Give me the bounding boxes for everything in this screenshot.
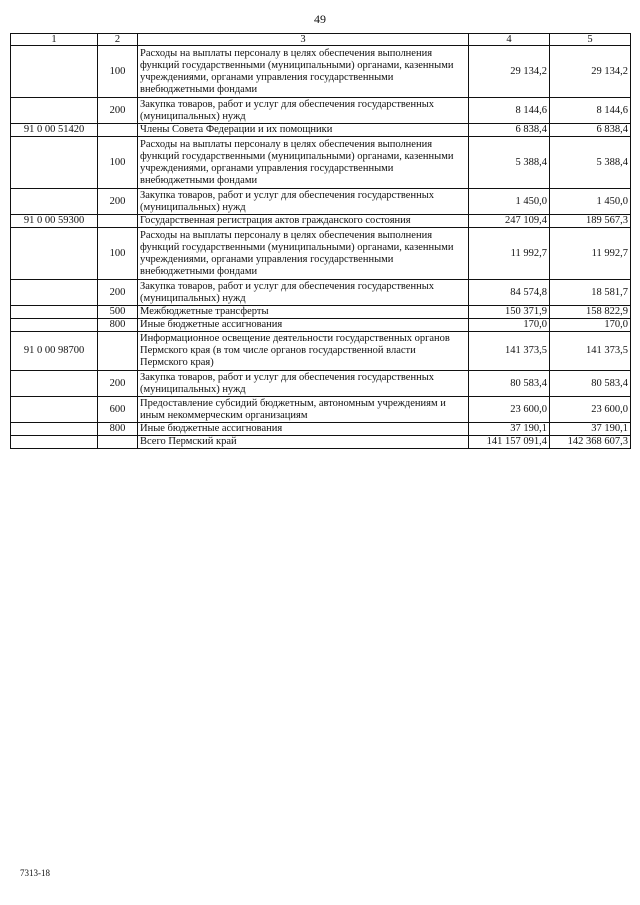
row-value-4-cell: 141 157 091,4 bbox=[469, 436, 550, 449]
table-row bbox=[11, 98, 631, 124]
table-row bbox=[11, 306, 631, 319]
row-value-4-cell: 84 574,8 bbox=[469, 280, 550, 306]
row-code-cell bbox=[11, 46, 98, 98]
row-value-4-cell: 6 838,4 bbox=[469, 124, 550, 137]
row-value-4-cell: 141 373,5 bbox=[469, 332, 550, 371]
table-row bbox=[11, 215, 631, 228]
header-cell-1: 1 bbox=[11, 34, 98, 46]
row-code-cell bbox=[11, 189, 98, 215]
row-name-cell: Закупка товаров, работ и услуг для обеспечения государственных (муниципальных) нужд bbox=[138, 280, 469, 306]
row-vr-cell: 100 bbox=[98, 137, 138, 189]
row-vr-cell: 500 bbox=[98, 306, 138, 319]
header-cell-5: 5 bbox=[550, 34, 631, 46]
table-row bbox=[11, 436, 631, 449]
row-name-cell: Члены Совета Федерации и их помощники bbox=[138, 124, 469, 137]
row-value-4-cell: 8 144,6 bbox=[469, 98, 550, 124]
row-vr-cell: 200 bbox=[98, 189, 138, 215]
row-value-4-cell: 29 134,2 bbox=[469, 46, 550, 98]
row-code-cell bbox=[11, 137, 98, 189]
row-name-cell: Закупка товаров, работ и услуг для обеспечения государственных (муниципальных) нужд bbox=[138, 371, 469, 397]
table-row bbox=[11, 137, 631, 189]
row-value-5-cell: 37 190,1 bbox=[550, 423, 631, 436]
row-value-4-cell: 170,0 bbox=[469, 319, 550, 332]
row-code-cell bbox=[11, 228, 98, 280]
table-row bbox=[11, 423, 631, 436]
table-row bbox=[11, 280, 631, 306]
row-value-5-cell: 189 567,3 bbox=[550, 215, 631, 228]
header-cell-4: 4 bbox=[469, 34, 550, 46]
row-value-5-cell: 8 144,6 bbox=[550, 98, 631, 124]
row-name-cell: Межбюджетные трансферты bbox=[138, 306, 469, 319]
row-code-cell: 91 0 00 98700 bbox=[11, 332, 98, 371]
row-code-cell: 91 0 00 59300 bbox=[11, 215, 98, 228]
row-name-cell: Расходы на выплаты персоналу в целях обеспечения выполнения функций государственными (муниципальными) органами, казенными учреждениями, органами управления государственными внебюджетными фондами bbox=[138, 137, 469, 189]
row-value-5-cell: 170,0 bbox=[550, 319, 631, 332]
row-name-cell: Всего Пермский край bbox=[138, 436, 469, 449]
row-value-5-cell: 158 822,9 bbox=[550, 306, 631, 319]
row-value-5-cell: 6 838,4 bbox=[550, 124, 631, 137]
row-code-cell bbox=[11, 319, 98, 332]
row-value-5-cell: 11 992,7 bbox=[550, 228, 631, 280]
row-value-4-cell: 80 583,4 bbox=[469, 371, 550, 397]
row-code-cell bbox=[11, 436, 98, 449]
header-cell-2: 2 bbox=[98, 34, 138, 46]
row-value-5-cell: 18 581,7 bbox=[550, 280, 631, 306]
row-value-5-cell: 142 368 607,3 bbox=[550, 436, 631, 449]
page-number: 49 bbox=[314, 12, 326, 26]
row-value-4-cell: 1 450,0 bbox=[469, 189, 550, 215]
row-name-cell: Государственная регистрация актов гражданского состояния bbox=[138, 215, 469, 228]
row-code-cell bbox=[11, 280, 98, 306]
row-value-5-cell: 29 134,2 bbox=[550, 46, 631, 98]
row-code-cell bbox=[11, 371, 98, 397]
row-vr-cell bbox=[98, 124, 138, 137]
row-code-cell bbox=[11, 397, 98, 423]
table-row bbox=[11, 332, 631, 371]
row-value-4-cell: 23 600,0 bbox=[469, 397, 550, 423]
table-row bbox=[11, 124, 631, 137]
row-vr-cell: 800 bbox=[98, 423, 138, 436]
row-value-5-cell: 5 388,4 bbox=[550, 137, 631, 189]
row-vr-cell bbox=[98, 332, 138, 371]
row-value-5-cell: 141 373,5 bbox=[550, 332, 631, 371]
row-code-cell: 91 0 00 51420 bbox=[11, 124, 98, 137]
row-code-cell bbox=[11, 306, 98, 319]
row-name-cell: Информационное освещение деятельности государственных органов Пермского края (в том числе органов государственной власти Пермского края) bbox=[138, 332, 469, 371]
row-value-4-cell: 5 388,4 bbox=[469, 137, 550, 189]
row-vr-cell: 800 bbox=[98, 319, 138, 332]
budget-table bbox=[10, 33, 631, 449]
table-body bbox=[11, 46, 631, 449]
header-cell-3: 3 bbox=[138, 34, 469, 46]
document-code: 7313-18 bbox=[20, 868, 50, 878]
row-name-cell: Расходы на выплаты персоналу в целях обеспечения выполнения функций государственными (муниципальными) органами, казенными учреждениями, органами управления государственными внебюджетными фондами bbox=[138, 228, 469, 280]
table-row bbox=[11, 46, 631, 98]
row-name-cell: Предоставление субсидий бюджетным, автономным учреждениям и иным некоммерческим организациям bbox=[138, 397, 469, 423]
row-value-5-cell: 80 583,4 bbox=[550, 371, 631, 397]
table-row bbox=[11, 371, 631, 397]
row-vr-cell bbox=[98, 215, 138, 228]
row-vr-cell bbox=[98, 436, 138, 449]
row-name-cell: Закупка товаров, работ и услуг для обеспечения государственных (муниципальных) нужд bbox=[138, 98, 469, 124]
table-row bbox=[11, 397, 631, 423]
row-value-5-cell: 23 600,0 bbox=[550, 397, 631, 423]
row-value-4-cell: 247 109,4 bbox=[469, 215, 550, 228]
row-vr-cell: 100 bbox=[98, 46, 138, 98]
row-name-cell: Иные бюджетные ассигнования bbox=[138, 319, 469, 332]
row-vr-cell: 100 bbox=[98, 228, 138, 280]
table-row bbox=[11, 228, 631, 280]
row-value-4-cell: 37 190,1 bbox=[469, 423, 550, 436]
row-vr-cell: 200 bbox=[98, 371, 138, 397]
row-code-cell bbox=[11, 423, 98, 436]
row-value-5-cell: 1 450,0 bbox=[550, 189, 631, 215]
table-row bbox=[11, 319, 631, 332]
table-row bbox=[11, 189, 631, 215]
row-value-4-cell: 150 371,9 bbox=[469, 306, 550, 319]
row-name-cell: Расходы на выплаты персоналу в целях обеспечения выполнения функций государственными (муниципальными) органами, казенными учреждениями, органами управления государственными внебюджетными фондами bbox=[138, 46, 469, 98]
row-vr-cell: 200 bbox=[98, 280, 138, 306]
row-vr-cell: 600 bbox=[98, 397, 138, 423]
row-name-cell: Иные бюджетные ассигнования bbox=[138, 423, 469, 436]
row-name-cell: Закупка товаров, работ и услуг для обеспечения государственных (муниципальных) нужд bbox=[138, 189, 469, 215]
row-vr-cell: 200 bbox=[98, 98, 138, 124]
row-code-cell bbox=[11, 98, 98, 124]
header-row bbox=[11, 34, 631, 46]
row-value-4-cell: 11 992,7 bbox=[469, 228, 550, 280]
